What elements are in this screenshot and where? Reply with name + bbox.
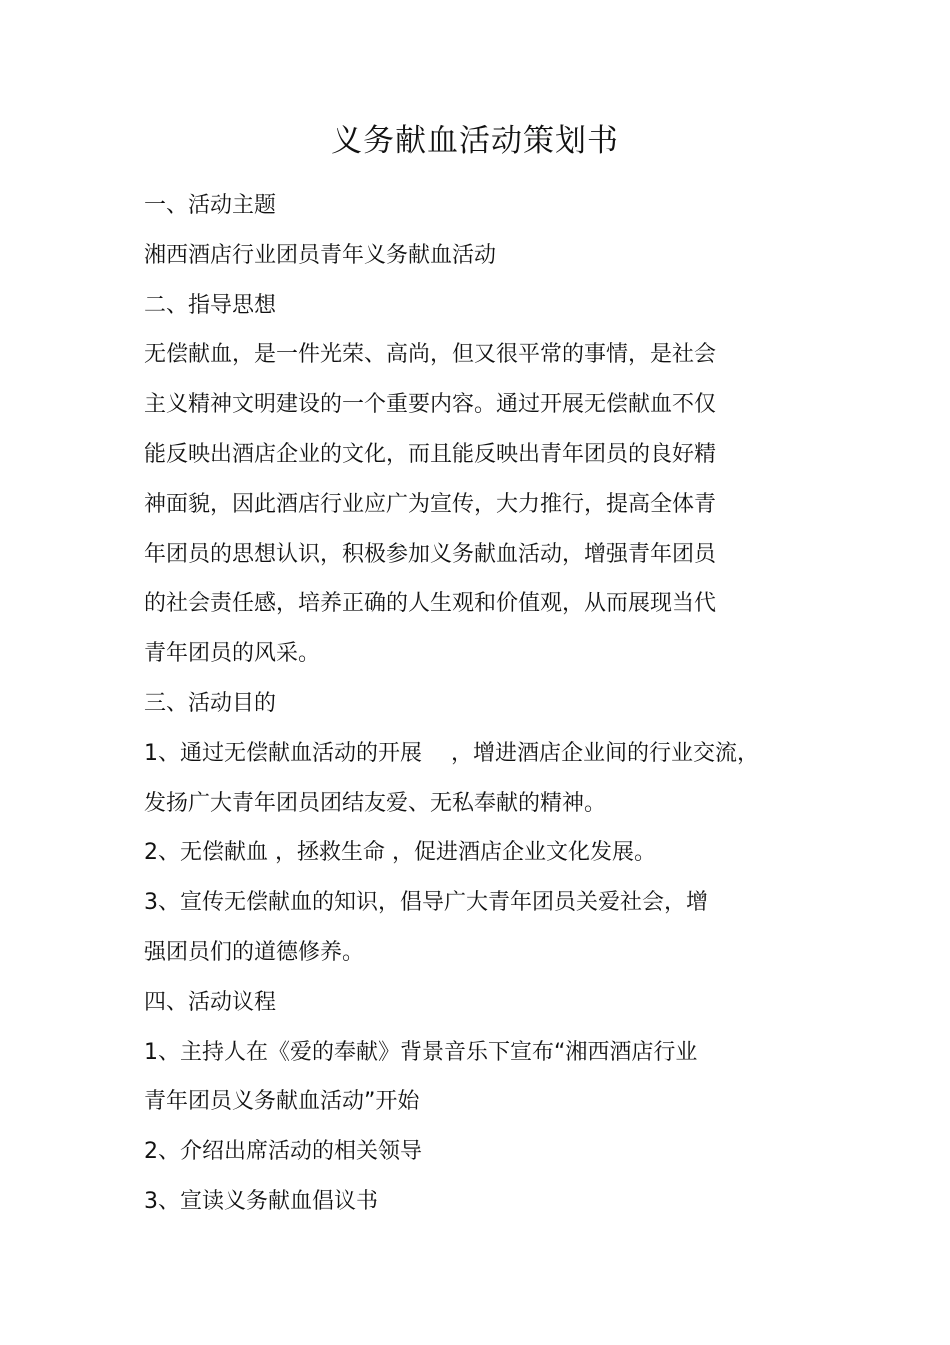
list-item-line: 1、主持人在《爱的奉献》背景音乐下宣布“湘西酒店行业 (144, 1039, 698, 1065)
paragraph-line: 湘西酒店行业团员青年义务献血活动 (144, 242, 497, 268)
list-item-line: 3、宣读义务献血倡议书 (144, 1188, 378, 1214)
document-title: 义务献血活动策划书 (331, 123, 619, 159)
paragraph-line: 能反映出酒店企业的文化，而且能反映出青年团员的良好精 (144, 441, 717, 467)
list-item-line: 发扬广大青年团员团结友爱、无私奉献的精神。 (144, 790, 607, 816)
paragraph-line: 神面貌，因此酒店行业应广为宣传，大力推行，提高全体青 (144, 491, 717, 517)
paragraph-line: 主义精神文明建设的一个重要内容。通过开展无偿献血不仅 (144, 392, 717, 418)
list-item-line: 3、宣传无偿献血的知识，倡导广大青年团员关爱社会，增 (144, 890, 708, 916)
list-item-line: 2、介绍出席活动的相关领导 (144, 1139, 422, 1165)
section-heading-agenda: 四、活动议程 (144, 989, 277, 1015)
section-heading-purpose: 三、活动目的 (144, 690, 277, 716)
paragraph-line: 的社会责任感，培养正确的人生观和价值观，从而展现当代 (144, 591, 717, 617)
paragraph-line: 无偿献血，是一件光荣、高尚，但又很平常的事情，是社会 (144, 342, 717, 368)
list-item-line: 青年团员义务献血活动”开始 (144, 1089, 420, 1115)
list-item-line: 2、无偿献血 ，拯救生命 ，促进酒店企业文化发展。 (144, 840, 656, 866)
document-body (144, 186, 784, 1232)
paragraph-line: 年团员的思想认识，积极参加义务献血活动，增强青年团员 (144, 541, 717, 567)
paragraph-line: 青年团员的风采。 (144, 641, 321, 667)
list-item-line: 1、通过无偿献血活动的开展 ，增进酒店企业间的行业交流， (144, 740, 759, 766)
section-heading-theme: 一、活动主题 (144, 193, 277, 218)
section-heading-guiding-thought: 二、指导思想 (144, 292, 277, 318)
list-item-line: 强团员们的道德修养。 (144, 939, 365, 965)
